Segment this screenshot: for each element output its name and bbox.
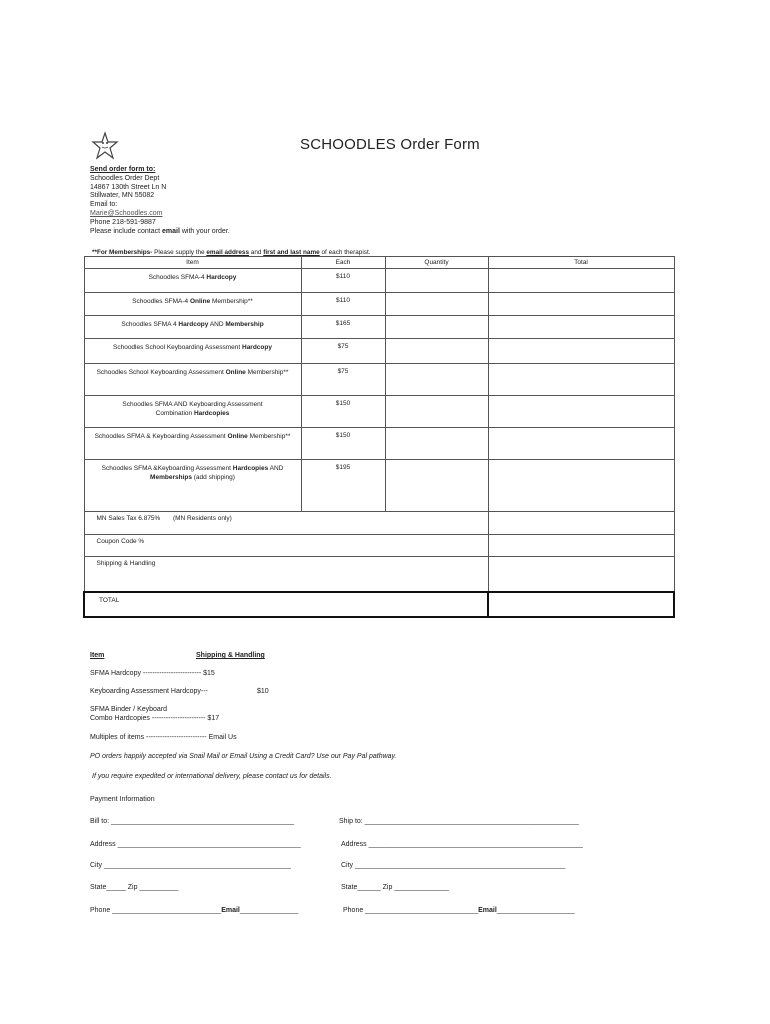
intl-note: If you require expedited or international delivery, please contact us for details. xyxy=(92,773,332,780)
item-cell: Schoodles SFMA-4 Hardcopy xyxy=(84,269,301,293)
ship-address-field[interactable]: Address _______________________________________________________ xyxy=(341,841,583,848)
send-to-block xyxy=(90,166,230,236)
coupon-row xyxy=(84,535,674,557)
price-cell: $75 xyxy=(301,339,385,364)
send-line: 14867 130th Street Ln N xyxy=(90,183,167,191)
total-cell[interactable] xyxy=(488,339,674,364)
send-line: Schoodles Order Dept xyxy=(90,174,160,182)
ship-state-zip-field[interactable]: State______ Zip ______________ xyxy=(341,884,449,891)
ship-sfma: SFMA Hardcopy ------------------------- $15 xyxy=(90,670,215,677)
table-row xyxy=(84,269,674,293)
bill-phone-email-field[interactable]: Phone ____________________________Email_______________ xyxy=(90,907,299,914)
quantity-cell[interactable] xyxy=(385,460,488,512)
price-cell: $75 xyxy=(301,364,385,396)
order-table xyxy=(83,256,675,618)
ship-head-item: Item xyxy=(90,652,105,659)
table-row xyxy=(84,396,674,428)
send-heading: Send order form to: xyxy=(90,166,156,173)
item-cell: Schoodles SFMA-4 Online Membership** xyxy=(84,293,301,316)
send-line: Stillwater, MN 55082 xyxy=(90,192,155,200)
ship-phone-email-field[interactable]: Phone _____________________________Email____________________ xyxy=(343,907,575,914)
quantity-cell[interactable] xyxy=(385,364,488,396)
quantity-cell[interactable] xyxy=(385,293,488,316)
item-cell: Schoodles School Keyboarding Assessment Online Membership** xyxy=(84,364,301,396)
price-cell: $195 xyxy=(301,460,385,512)
total-cell[interactable] xyxy=(488,316,674,339)
shipping-row xyxy=(84,557,674,592)
schoodles-logo-icon xyxy=(90,131,120,161)
coupon-label: Coupon Code % xyxy=(84,535,488,557)
ship-multiples: Multiples of items -------------------------- Email Us xyxy=(90,734,237,741)
item-cell: Schoodles SFMA AND Keyboarding Assessment Combination Hardcopies xyxy=(84,396,301,428)
bill-address-field[interactable]: Address _______________________________________________ xyxy=(90,841,301,848)
membership-note: **For Memberships- Please supply the email address and first and last name of each therapist. xyxy=(92,249,371,256)
price-cell: $150 xyxy=(301,428,385,460)
price-cell: $110 xyxy=(301,293,385,316)
header-each: Each xyxy=(301,257,385,269)
ship-to-field[interactable]: Ship to: _______________________________________________________ xyxy=(339,818,579,825)
table-row xyxy=(84,364,674,396)
po-note: PO orders happily accepted via Snail Mail or Email Using a Credit Card? Use our Pay Pal pathway. xyxy=(90,753,397,760)
item-cell: Schoodles SFMA &Keyboarding Assessment Hardcopies AND Memberships (add shipping) xyxy=(84,460,301,512)
total-row xyxy=(84,592,674,617)
total-cell[interactable] xyxy=(488,460,674,512)
table-header-row xyxy=(84,257,674,269)
table-row xyxy=(84,293,674,316)
bill-to-field[interactable]: Bill to: _______________________________________________ xyxy=(90,818,294,825)
quantity-cell[interactable] xyxy=(385,269,488,293)
price-cell: $150 xyxy=(301,396,385,428)
ship-city-field[interactable]: City ______________________________________________________ xyxy=(341,862,566,869)
quantity-cell[interactable] xyxy=(385,316,488,339)
phone-line: Phone 218-591-9887 xyxy=(90,218,156,226)
table-row xyxy=(84,339,674,364)
ship-keyboarding: Keyboarding Assessment Hardcopy--- xyxy=(90,688,208,695)
table-row xyxy=(84,428,674,460)
tax-total-cell[interactable] xyxy=(488,512,674,535)
email-link[interactable]: Marie@Schoodles.com xyxy=(90,209,163,217)
ship-head-shipping: Shipping & Handling xyxy=(196,652,265,659)
total-cell[interactable] xyxy=(488,428,674,460)
page-title: SCHOODLES Order Form xyxy=(300,136,480,153)
table-row xyxy=(84,460,674,512)
bill-state-zip-field[interactable]: State_____ Zip __________ xyxy=(90,884,179,891)
quantity-cell[interactable] xyxy=(385,396,488,428)
contact-note: Please include contact email with your order. xyxy=(90,227,230,235)
quantity-cell[interactable] xyxy=(385,339,488,364)
bill-city-field[interactable]: City ________________________________________________ xyxy=(90,862,291,869)
item-cell: Schoodles SFMA 4 Hardcopy AND Membership xyxy=(84,316,301,339)
quantity-cell[interactable] xyxy=(385,428,488,460)
shipping-label: Shipping & Handling xyxy=(84,557,488,592)
header-total: Total xyxy=(488,257,674,269)
header-quantity: Quantity xyxy=(385,257,488,269)
payment-heading: Payment Information xyxy=(90,796,155,803)
shipping-total-cell[interactable] xyxy=(488,557,674,592)
ship-combo-line2: Combo Hardcopies ----------------------- $17 xyxy=(90,715,220,722)
coupon-total-cell[interactable] xyxy=(488,535,674,557)
table-row xyxy=(84,316,674,339)
item-cell: Schoodles SFMA & Keyboarding Assessment Online Membership** xyxy=(84,428,301,460)
total-label: TOTAL xyxy=(84,592,488,617)
item-cell: Schoodles School Keyboarding Assessment Hardcopy xyxy=(84,339,301,364)
total-cell[interactable] xyxy=(488,364,674,396)
price-cell: $110 xyxy=(301,269,385,293)
total-cell[interactable] xyxy=(488,293,674,316)
grand-total-cell[interactable] xyxy=(488,592,674,617)
send-line: Email to: xyxy=(90,201,118,209)
header-item: Item xyxy=(84,257,301,269)
total-cell[interactable] xyxy=(488,396,674,428)
tax-row xyxy=(84,512,674,535)
ship-keyboarding-price: $10 xyxy=(257,688,269,695)
price-cell: $165 xyxy=(301,316,385,339)
total-cell[interactable] xyxy=(488,269,674,293)
tax-label: MN Sales Tax 6.875% (MN Residents only) xyxy=(84,512,488,535)
ship-combo-line1: SFMA Binder / Keyboard xyxy=(90,706,168,713)
